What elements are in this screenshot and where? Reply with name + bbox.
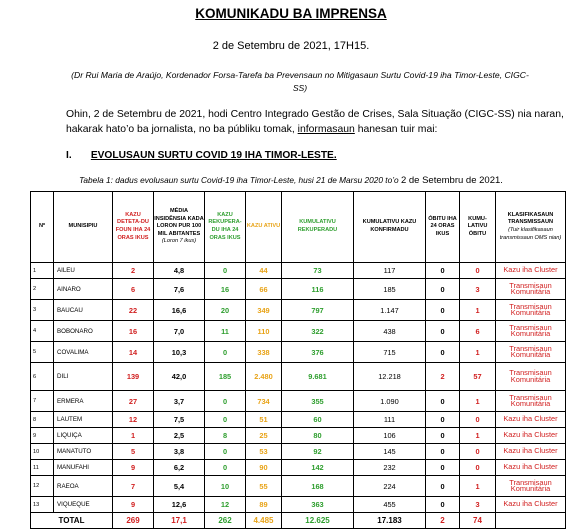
cell-incidence: 3,7 xyxy=(154,391,205,412)
header-cum-recovered: KUMULATIVU REKUPERADU xyxy=(282,192,354,263)
cell-incidence: 10,3 xyxy=(154,342,205,363)
cell-cum-deaths: 1 xyxy=(460,300,496,321)
intro-informasaun-link: informasaun xyxy=(297,124,355,135)
cell-incidence: 2,5 xyxy=(154,428,205,444)
section-number: I. xyxy=(66,150,72,161)
total-label: TOTAL xyxy=(31,513,113,529)
cell-active: 66 xyxy=(246,279,282,300)
table-row xyxy=(31,279,566,300)
cell-cum-deaths: 1 xyxy=(460,391,496,412)
intro-text: Ohin, 2 de Setembru de 2021, hodi Centro Integrado Gestão de Crises, Sala Situação (CIGC-SS) nia naran, hakarak hato’o ba jornalista, no ba públiku tomak, xyxy=(66,109,564,135)
cell-cum-confirmed: 232 xyxy=(354,460,426,476)
cell-cum-deaths: 0 xyxy=(460,263,496,279)
cell-deaths-24h: 0 xyxy=(426,321,460,342)
cell-classification: Kazu iha Cluster xyxy=(496,412,566,428)
cell-active: 2.480 xyxy=(246,363,282,391)
cell-new-cases: 1 xyxy=(113,428,154,444)
cell-cum-confirmed: 185 xyxy=(354,279,426,300)
cell-municipality: AILEU xyxy=(54,263,113,279)
cell-recovered-24h: 0 xyxy=(205,444,246,460)
cell-incidence: 5,4 xyxy=(154,476,205,497)
cell-municipality: LIQUIÇA xyxy=(54,428,113,444)
cell-no: 3 xyxy=(31,300,54,321)
total-incidence: 17,1 xyxy=(154,513,205,529)
cell-recovered-24h: 16 xyxy=(205,279,246,300)
cell-cum-confirmed: 117 xyxy=(354,263,426,279)
cell-incidence: 3,8 xyxy=(154,444,205,460)
cell-active: 53 xyxy=(246,444,282,460)
table-total-row xyxy=(31,513,566,529)
cell-classification: Transmisaun Komunitária xyxy=(496,321,566,342)
cell-active: 51 xyxy=(246,412,282,428)
cell-new-cases: 9 xyxy=(113,497,154,513)
cell-cum-recovered: 73 xyxy=(282,263,354,279)
cell-no: 7 xyxy=(31,391,54,412)
cell-no: 4 xyxy=(31,321,54,342)
cell-no: 2 xyxy=(31,279,54,300)
byline: (Dr Rui Maria de Araújo, Kordenador Forsa-Tarefa ba Prevensaun no Mitigasaun Surtu Covid-19 iha Timor-Leste, CIGC-SS) xyxy=(71,70,529,93)
table-row xyxy=(31,476,566,497)
cell-no: 12 xyxy=(31,476,54,497)
cell-cum-deaths: 1 xyxy=(460,428,496,444)
cell-new-cases: 14 xyxy=(113,342,154,363)
cell-cum-deaths: 0 xyxy=(460,412,496,428)
cell-recovered-24h: 0 xyxy=(205,263,246,279)
cell-municipality: VIQUEQUE xyxy=(54,497,113,513)
cell-municipality: LAUTEM xyxy=(54,412,113,428)
cell-incidence: 12,6 xyxy=(154,497,205,513)
cell-recovered-24h: 20 xyxy=(205,300,246,321)
cell-deaths-24h: 0 xyxy=(426,263,460,279)
cell-cum-confirmed: 455 xyxy=(354,497,426,513)
cell-incidence: 16,6 xyxy=(154,300,205,321)
header-cum-deaths: KUMU-LATIVU ÓBITU xyxy=(460,192,496,263)
cell-cum-recovered: 355 xyxy=(282,391,354,412)
total-active: 4.485 xyxy=(246,513,282,529)
cell-municipality: BOBONARO xyxy=(54,321,113,342)
cell-new-cases: 2 xyxy=(113,263,154,279)
cell-classification: Transmisaun Komunitária xyxy=(496,391,566,412)
header-incidence-label: MÉDIA INSIDÊNSIA KADA LORON PUR 100 MIL ABITANTES xyxy=(154,208,204,237)
header-recovered-24h: KAZU REKUPERA-DU IHA 24 ORAS IKUS xyxy=(205,192,246,263)
cell-cum-recovered: 60 xyxy=(282,412,354,428)
table-row xyxy=(31,300,566,321)
cell-cum-confirmed: 438 xyxy=(354,321,426,342)
cell-cum-deaths: 6 xyxy=(460,321,496,342)
caption-text: Tabela 1: dadus evolusaun surtu Covid-19 iha Timor-Leste, husi 21 de Marsu 2020 to’o xyxy=(79,175,399,185)
cell-cum-deaths: 0 xyxy=(460,444,496,460)
cell-cum-deaths: 3 xyxy=(460,279,496,300)
cell-new-cases: 12 xyxy=(113,412,154,428)
cell-new-cases: 9 xyxy=(113,460,154,476)
cell-cum-recovered: 9.681 xyxy=(282,363,354,391)
cell-no: 13 xyxy=(31,497,54,513)
cell-deaths-24h: 0 xyxy=(426,460,460,476)
cell-cum-deaths: 57 xyxy=(460,363,496,391)
cell-deaths-24h: 0 xyxy=(426,428,460,444)
cell-deaths-24h: 0 xyxy=(426,476,460,497)
section-heading xyxy=(66,150,337,161)
cell-no: 5 xyxy=(31,342,54,363)
cell-deaths-24h: 0 xyxy=(426,497,460,513)
cell-no: 8 xyxy=(31,412,54,428)
cell-active: 55 xyxy=(246,476,282,497)
cell-cum-confirmed: 106 xyxy=(354,428,426,444)
cell-cum-recovered: 80 xyxy=(282,428,354,444)
table-row xyxy=(31,363,566,391)
cell-incidence: 7,5 xyxy=(154,412,205,428)
header-incidence-note: (Loron 7 ikus) xyxy=(161,238,197,245)
cell-municipality: AINARO xyxy=(54,279,113,300)
total-classification-empty xyxy=(496,513,566,529)
cell-active: 44 xyxy=(246,263,282,279)
cell-no: 1 xyxy=(31,263,54,279)
total-recovered-24h: 262 xyxy=(205,513,246,529)
intro-text-end: hanesan tuir mai: xyxy=(357,124,438,135)
header-classification xyxy=(496,192,566,263)
cell-new-cases: 16 xyxy=(113,321,154,342)
cell-no: 11 xyxy=(31,460,54,476)
cell-cum-deaths: 0 xyxy=(460,460,496,476)
header-deaths-24h: ÓBITU IHA 24 ORAS IKUS xyxy=(426,192,460,263)
cell-incidence: 42,0 xyxy=(154,363,205,391)
table-row xyxy=(31,321,566,342)
cell-no: 6 xyxy=(31,363,54,391)
cell-active: 338 xyxy=(246,342,282,363)
cell-cum-confirmed: 1.090 xyxy=(354,391,426,412)
total-new-cases: 269 xyxy=(113,513,154,529)
cell-deaths-24h: 0 xyxy=(426,391,460,412)
table-header-row xyxy=(31,192,566,263)
table-row xyxy=(31,497,566,513)
table-caption xyxy=(0,175,582,186)
cell-active: 734 xyxy=(246,391,282,412)
cell-cum-confirmed: 715 xyxy=(354,342,426,363)
cell-classification: Transmisaun Komunitária xyxy=(496,363,566,391)
header-cum-confirmed: KUMULATIVU KAZU KONFIRMADU xyxy=(354,192,426,263)
total-cum-recovered: 12.625 xyxy=(282,513,354,529)
cell-municipality: DILI xyxy=(54,363,113,391)
table-body xyxy=(31,263,566,529)
cell-municipality: MANATUTO xyxy=(54,444,113,460)
cell-cum-recovered: 116 xyxy=(282,279,354,300)
cell-recovered-24h: 11 xyxy=(205,321,246,342)
header-active: KAZU ATIVU xyxy=(246,192,282,263)
cell-classification: Kazu iha Cluster xyxy=(496,428,566,444)
cell-new-cases: 7 xyxy=(113,476,154,497)
cell-municipality: BAUCAU xyxy=(54,300,113,321)
section-title: EVOLUSAUN SURTU COVID 19 IHA TIMOR-LESTE. xyxy=(90,150,337,161)
release-date: 2 de Setembru de 2021, 17H15. xyxy=(212,40,370,52)
cell-active: 25 xyxy=(246,428,282,444)
table-row xyxy=(31,428,566,444)
header-municipality: MUNISIPIU xyxy=(54,192,113,263)
cell-municipality: MANUFAHI xyxy=(54,460,113,476)
table-row xyxy=(31,342,566,363)
cell-deaths-24h: 0 xyxy=(426,279,460,300)
cell-new-cases: 139 xyxy=(113,363,154,391)
table-row xyxy=(31,444,566,460)
cell-new-cases: 27 xyxy=(113,391,154,412)
cell-no: 10 xyxy=(31,444,54,460)
table-row xyxy=(31,263,566,279)
cell-cum-recovered: 92 xyxy=(282,444,354,460)
cell-recovered-24h: 8 xyxy=(205,428,246,444)
cell-cum-deaths: 3 xyxy=(460,497,496,513)
cell-deaths-24h: 0 xyxy=(426,412,460,428)
cell-municipality: COVALIMA xyxy=(54,342,113,363)
header-incidence xyxy=(154,192,205,263)
cell-recovered-24h: 185 xyxy=(205,363,246,391)
table-row xyxy=(31,391,566,412)
table-row xyxy=(31,412,566,428)
total-cum-deaths: 74 xyxy=(460,513,496,529)
cell-deaths-24h: 2 xyxy=(426,363,460,391)
cell-classification: Transmisaun Komunitária xyxy=(496,342,566,363)
press-release-title: KOMUNIKADU BA IMPRENSA xyxy=(195,6,387,21)
cell-municipality: RAEOA xyxy=(54,476,113,497)
cell-classification: Kazu iha Cluster xyxy=(496,444,566,460)
cell-deaths-24h: 0 xyxy=(426,444,460,460)
cell-active: 349 xyxy=(246,300,282,321)
total-deaths-24h: 2 xyxy=(426,513,460,529)
cell-new-cases: 6 xyxy=(113,279,154,300)
cell-incidence: 6,2 xyxy=(154,460,205,476)
cell-recovered-24h: 0 xyxy=(205,342,246,363)
cell-classification: Transmisaun Komunitária xyxy=(496,279,566,300)
caption-date: 2 de Setembru de 2021. xyxy=(400,175,503,186)
cell-incidence: 4,8 xyxy=(154,263,205,279)
cell-classification: Transmisaun Komunitária xyxy=(496,476,566,497)
cell-active: 110 xyxy=(246,321,282,342)
cell-cum-recovered: 168 xyxy=(282,476,354,497)
cell-new-cases: 5 xyxy=(113,444,154,460)
cell-recovered-24h: 0 xyxy=(205,412,246,428)
header-no: Nº xyxy=(31,192,54,263)
cell-cum-confirmed: 224 xyxy=(354,476,426,497)
cell-classification: Transmisaun Komunitária xyxy=(496,300,566,321)
cell-recovered-24h: 10 xyxy=(205,476,246,497)
covid-evolution-table xyxy=(30,191,566,529)
total-cum-confirmed: 17.183 xyxy=(354,513,426,529)
cell-no: 9 xyxy=(31,428,54,444)
cell-recovered-24h: 12 xyxy=(205,497,246,513)
cell-cum-deaths: 1 xyxy=(460,342,496,363)
cell-cum-recovered: 376 xyxy=(282,342,354,363)
cell-municipality: ERMERA xyxy=(54,391,113,412)
cell-incidence: 7,6 xyxy=(154,279,205,300)
cell-classification: Kazu iha Cluster xyxy=(496,263,566,279)
cell-cum-confirmed: 12.218 xyxy=(354,363,426,391)
cell-recovered-24h: 0 xyxy=(205,391,246,412)
cell-cum-deaths: 1 xyxy=(460,476,496,497)
cell-cum-confirmed: 145 xyxy=(354,444,426,460)
cell-deaths-24h: 0 xyxy=(426,342,460,363)
cell-active: 89 xyxy=(246,497,282,513)
intro-paragraph xyxy=(66,107,566,137)
cell-cum-recovered: 142 xyxy=(282,460,354,476)
cell-cum-confirmed: 111 xyxy=(354,412,426,428)
cell-active: 90 xyxy=(246,460,282,476)
header-new-cases: KAZU DETETA-DU FOUN IHA 24 ORAS IKUS xyxy=(113,192,154,263)
cell-new-cases: 22 xyxy=(113,300,154,321)
cell-recovered-24h: 0 xyxy=(205,460,246,476)
cell-cum-recovered: 363 xyxy=(282,497,354,513)
cell-deaths-24h: 0 xyxy=(426,300,460,321)
cell-cum-recovered: 322 xyxy=(282,321,354,342)
cell-classification: Kazu iha Cluster xyxy=(496,497,566,513)
header-classification-label: KLASIFIKASAUN TRANSMISSAUN xyxy=(507,211,554,226)
table-row xyxy=(31,460,566,476)
header-classification-note: (Tuir klasifikasaun transmissaun OMS nian) xyxy=(499,227,562,241)
cell-cum-confirmed: 1.147 xyxy=(354,300,426,321)
cell-classification: Kazu iha Cluster xyxy=(496,460,566,476)
cell-cum-recovered: 797 xyxy=(282,300,354,321)
cell-incidence: 7,0 xyxy=(154,321,205,342)
